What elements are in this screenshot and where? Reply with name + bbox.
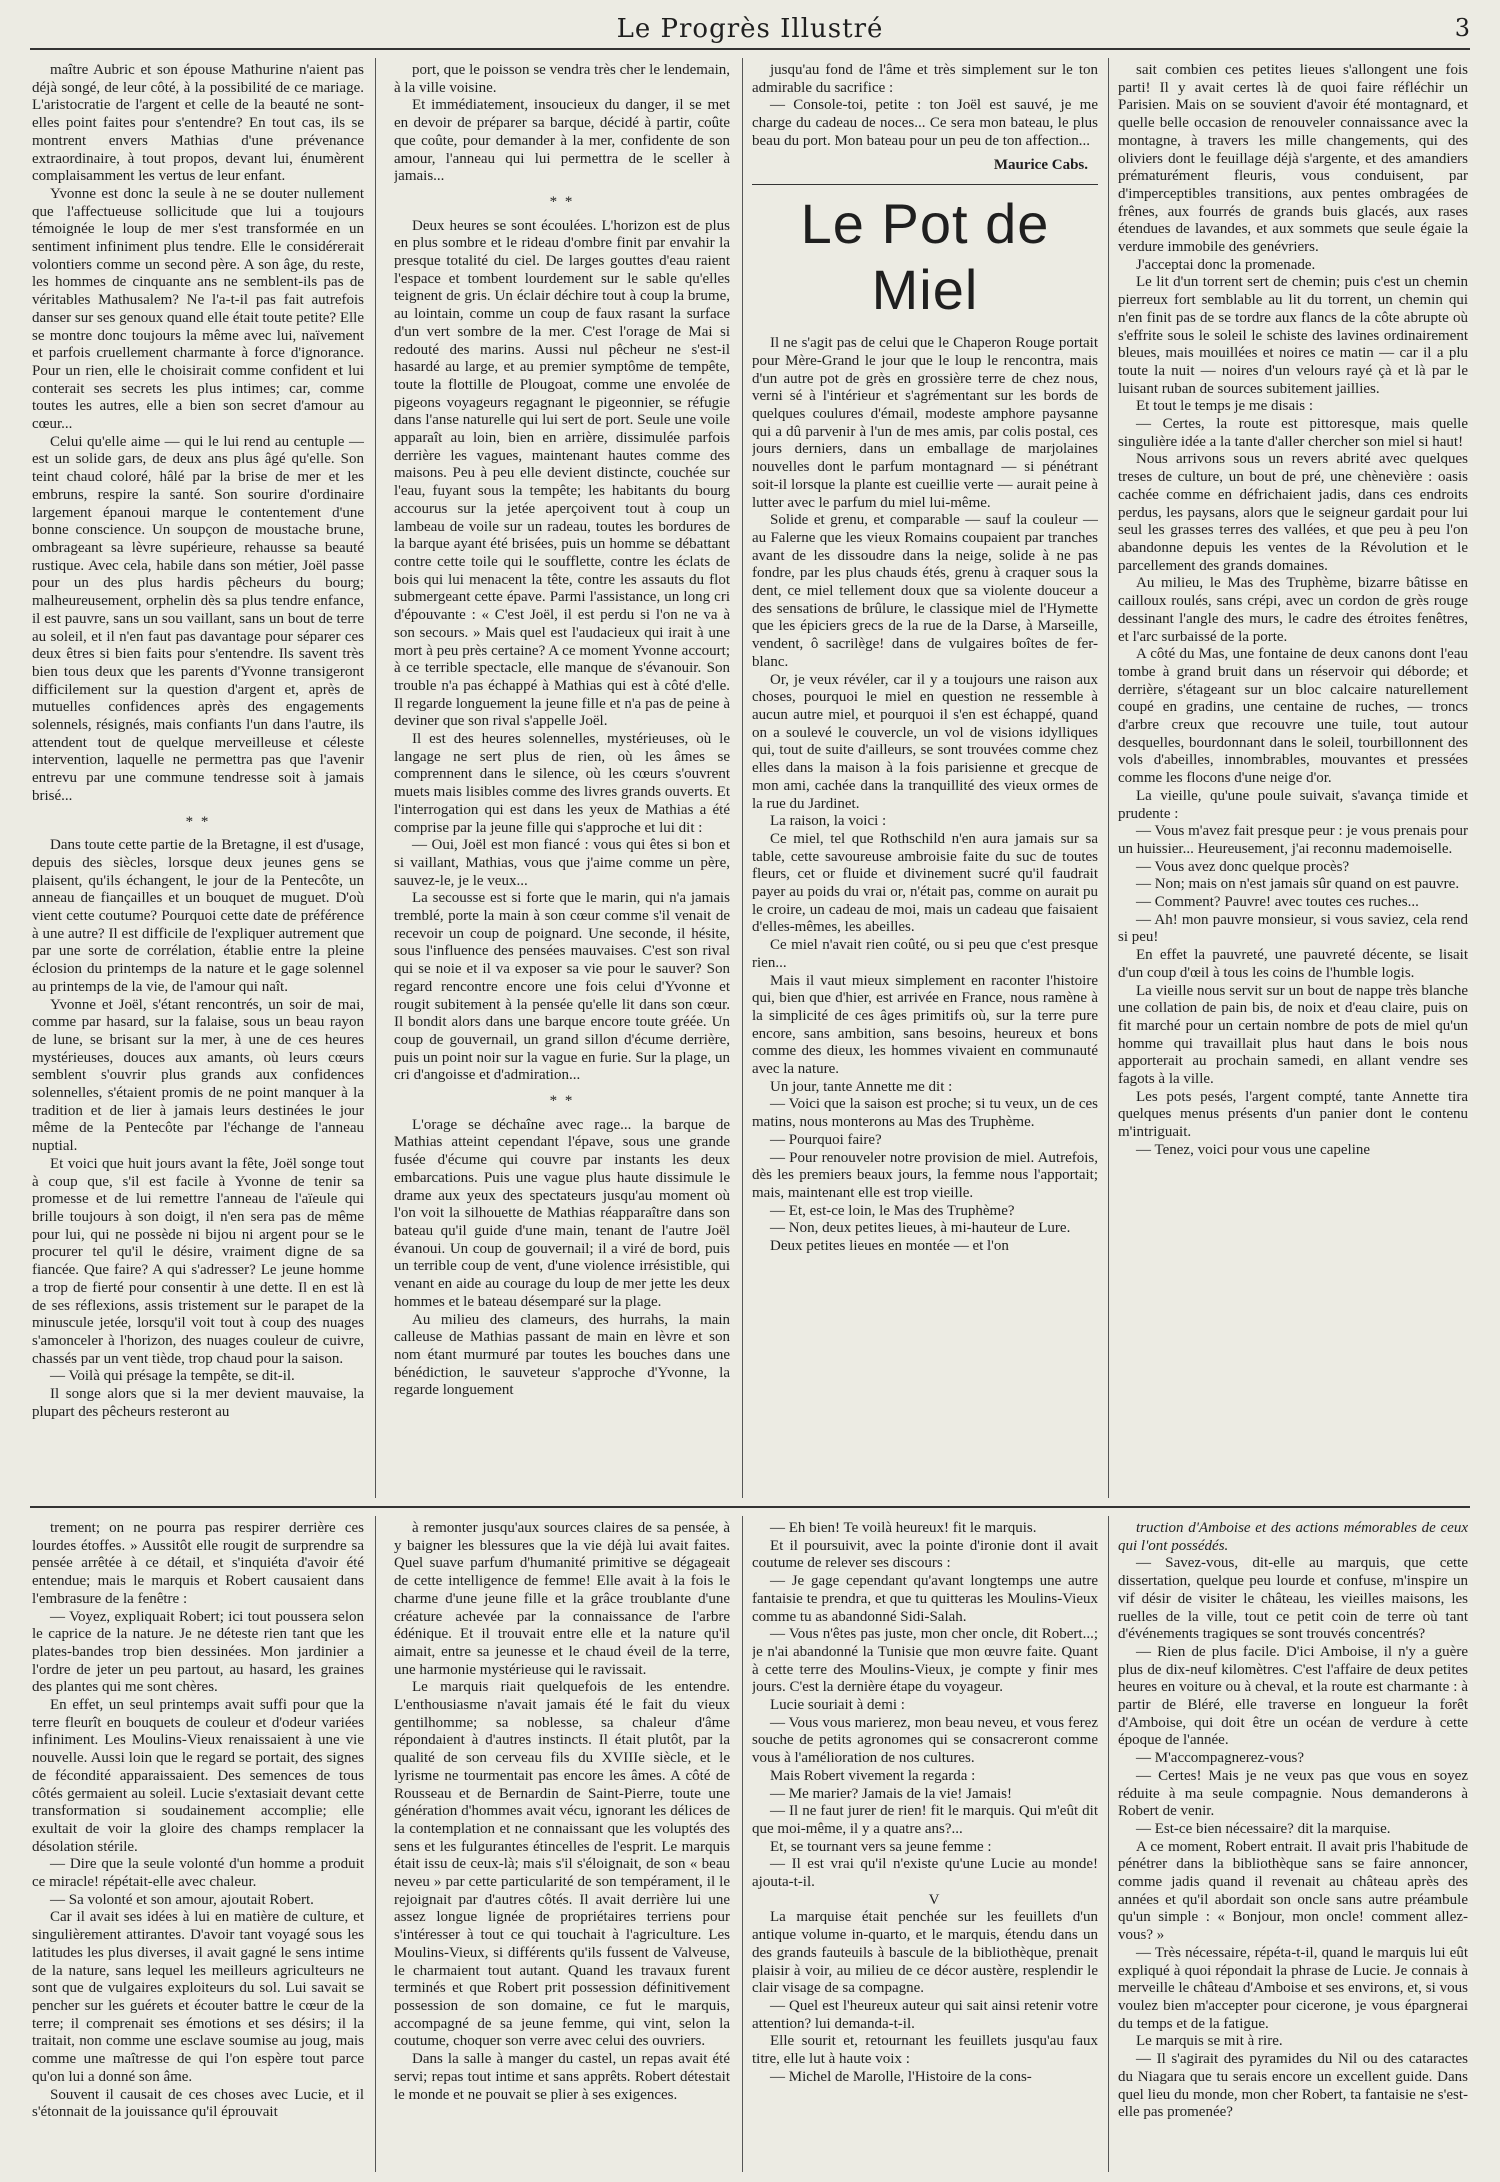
paragraph: maître Aubric et son épouse Mathurine n'aient pas déjà songé, de leur côté, à la possibilité de ce mariage. L'aristocratie de l'argent et celle de la beauté ne sont-elles point faites pour s'entendre? En tout cas, ils se montrent envers Mathias d'une prévenance extraordinaire, à tout propos, devant lui, énumèrent complaisamment les vertus de leur enfant.: [32, 62, 364, 185]
paragraph: — Pourquoi faire?: [770, 1131, 882, 1148]
top-column-3: [752, 62, 1098, 1498]
paragraph: — Vous m'avez fait presque peur : je vous prenais pour un huissier... Heureusement, j'ai reconnu mademoiselle.: [1118, 823, 1468, 857]
top-column-2: [394, 62, 730, 1498]
paragraph: Il est des heures solennelles, mystérieuses, où le langage ne sert plus de rien, où les âmes se comprennent dans le silence, où les cœurs s'ouvrent muets mais lisibles comme des livres grands ouverts. Et l'interrogation qui est dans les yeux de Mathias a été comprise par la jeune fille qui s'approche et lui dit :: [394, 731, 730, 836]
paragraph: — Oui, Joël est mon fiancé : vous qui êtes si bon et si vaillant, Mathias, vous que j'aime comme un père, sauvez-le, je le veux...: [394, 837, 730, 889]
paragraph: La raison, la voici :: [770, 813, 887, 830]
paragraph: Celui qu'elle aime — qui le lui rend au centuple — est un solide gars, de deux ans plus âgé qu'elle. Son teint chaud coloré, hâlé par la brise de mer et les embruns, respire la santé. Son sourire d'ordinaire largement épanoui marque le contentement d'une bonne conscience. Un soupçon de moustache brune, ombrageant sa lèvre supérieure, rehausse sa beauté rustique. Avec cela, habile dans son métier, Joël passe pour un des plus hardis pêcheurs du bourg; malheureusement, orphelin dès sa plus tendre enfance, il est pauvre, sans un sou vaillant, sans un bout de terre au soleil, et il n'en faut pas davantage pour séparer ces deux êtres si bien faits pour s'entendre. Ils savent très bien tous deux que les parents d'Yvonne transigeront difficilement sur la question d'argent et, après de mutuelles confidences après des engagements solennels, résignés, mais confiants l'un dans l'autre, ils attendent tout de quelque merveilleuse et céleste intervention, laquelle ne permettra pas que l'avenir entrevu par une commune tendresse soit à jamais brisé...: [32, 433, 364, 804]
paragraph: — Et, est-ce loin, le Mas des Truphème?: [770, 1202, 1015, 1219]
paragraph: sait combien ces petites lieues s'allongent une fois parti! Il y avait certes là de quoi faire réfléchir un Parisien. Mais on se souvient d'avoir été montagnard, et quelle belle occasion de renouveler connaissance avec la montagne, à travers les mille changements, qui des oliviers dont le feuillage déjà s'argente, et des amandiers prématurément fleuris, vous conduisent, par d'imperceptibles transitions, aux pentes ombragées de frênes, aux fourrés de grands buis glacés, aux rases étendues de lavandes, et aux sommets que seule égaie la verdure immobile des genévriers.: [1118, 62, 1468, 256]
paragraph: Car il avait ses idées à lui en matière de culture, et singulièrement attirantes. D'avoir tant voyagé sous les latitudes les plus diverses, il avait gagné le sens intime de la nature, sans lequel les meilleurs agriculteurs ne sont que de vulgaires exploiteurs du sol. Lui savait se pencher sur les guérets et écouter battre le cœur de la terre; il comprenait ses émotions et ses désirs; il la traitait, non comme une esclave soumise au joug, mais comme une maîtresse de qui l'on espère tout parce qu'on lui a donné son âme.: [32, 1909, 364, 2085]
paragraph: — Me marier? Jamais de la vie! Jamais!: [770, 1785, 1012, 1802]
paragraph: — Ah! mon pauvre monsieur, si vous saviez, cela rend si peu!: [1118, 911, 1468, 946]
paragraph: jusqu'au fond de l'âme et très simplement sur le ton admirable du sacrifice :: [752, 62, 1098, 96]
paragraph: Ce miel, tel que Rothschild n'en aura jamais sur sa table, cette savoureuse ambroisie faite du suc de toutes fleurs, cet or fluide et divinement sucré qu'il faudrait payer au poids du vrai or, n'était pas, comme on aurait pu le croire, un cadeau de moi, mais un cadeau que faisaient d'elles-mêmes, les abeilles.: [752, 830, 1098, 936]
bottom-column-1: [32, 1520, 364, 2172]
paragraph: — Vous avez donc quelque procès?: [1136, 858, 1350, 875]
chapter-number: V: [928, 1891, 940, 1908]
paragraph: — Sa volonté et son amour, ajoutait Robert.: [50, 1891, 314, 1908]
paragraph: Les pots pesés, l'argent compté, tante Annette tira quelques menus présents d'un panier dont le contenu m'intriguait.: [1118, 1088, 1468, 1141]
article-headline: Le Pot de Miel: [752, 184, 1098, 323]
paragraph: Dans toute cette partie de la Bretagne, il est d'usage, depuis des siècles, lorsque deux jeunes gens se plaisent, qu'ils échangent, le jour de la Pentecôte, un anneau de fiançailles et un bouquet de muguet. D'où vient cette coutume? Pourquoi cette date de préférence à une autre? Il est difficile de l'expliquer autrement que par une sorte de corrélation, établie entre la pleine éclosion du printemps de la nature et le gage solennel au printemps de la vie, de l'amour qui naît.: [32, 837, 364, 995]
bottom-column-2: [394, 1520, 730, 2172]
paragraph: Un jour, tante Annette me dit :: [770, 1078, 953, 1095]
column-rule: [375, 1516, 376, 2172]
paragraph: Le lit d'un torrent sert de chemin; puis c'est un chemin pierreux fort semblable au lit du torrent, un chemin qui n'en finit pas de se tordre aux flancs de la côte abrupte où s'effrite sous le soleil le schiste des lavines ordinairement bleues, mais mouillées et noires ce matin — car il a plu toute la nuit — noires d'un velours rayé çà et là par le luisant ruban de sources subitement jaillies.: [1118, 274, 1468, 397]
paragraph: A côté du Mas, une fontaine de deux canons dont l'eau tombe à grand bruit dans un réservoir qui déborde; et derrière, s'étageant sur un bloc calcaire naturellement coupé en gradins, une centaine de ruches, — troncs d'arbre creux que recouvre une tuile, tout autour desquelles, bourdonnant dans le soleil, tourbillonnent des vols d'abeilles, innombrables, mouvantes et pressées comme les flocons d'une neige d'or.: [1118, 646, 1468, 787]
paragraph: — Voyez, expliquait Robert; ici tout poussera selon le caprice de la nature. Je ne déteste rien tant que les plates-bandes trop bien dessinées. Mon jardinier a l'ordre de jeter un peu partout, au hasard, les graines des plantes qui me sont chères.: [32, 1608, 364, 1696]
paragraph: — Certes! Mais je ne veux pas que vous en soyez réduite à ma seule compagnie. Nous demanderons à Robert de venir.: [1118, 1767, 1468, 1820]
paragraph: Souvent il causait de ces choses avec Lucie, et il s'étonnait de la jouissance qu'il éprouvait: [32, 2086, 364, 2121]
paragraph: J'acceptai donc la promenade.: [1136, 256, 1316, 273]
paragraph: — Voici que la saison est proche; si tu veux, un de ces matins, nous monterons au Mas des Truphème.: [752, 1096, 1098, 1131]
paragraph: Dans la salle à manger du castel, un repas avait été servi; repas tout intime et sans apprêts. Robert détestait le monde et ne pouvait se plier à ses exigences.: [394, 2051, 730, 2103]
paragraph: Mais Robert vivement la regarda :: [770, 1767, 976, 1784]
section-separator: * *: [185, 813, 211, 830]
paragraph: Yvonne est donc la seule à ne se douter nullement que l'affectueuse sollicitude que lui a toujours témoignée le loup de mer s'est transformée en un sentiment infiniment plus tendre. Elle le considérerait volontiers comme un second père. A son âge, du reste, les hommes de cinquante ans ne semblent-ils pas de véritables Mathusalem? Ne l'a-t-il pas fait autrefois danser sur ses genoux quand elle était toute petite? Elle se montre donc toujours la même avec lui, naïvement et parfois cruellement charmante à force d'ignorance. Pour un rien, elle le choisirait comme confident et lui conterait ses secrets les plus intimes; car, comme toutes les autres, elle a bien son secret d'amour au cœur...: [32, 185, 364, 433]
paragraph: — Je gage cependant qu'avant longtemps une autre fantaisie te prendra, et que tu quitteras les Moulins-Vieux comme tu as abandonné Sidi-Salah.: [752, 1573, 1098, 1625]
page-number: 3: [1454, 14, 1470, 42]
paragraph: Nous arrivons sous un revers abrité avec quelques treses de culture, un bout de pré, une chènevière : oasis cachée comme en défrichaient jadis, dans ces endroits perdus, les paysans, alors que le seigneur gardait pour lui seul les grasses terres des vallées, et que peu à peu l'on abandonne depuis les ventes de la Révolution et le parcellement des grands domaines.: [1118, 451, 1468, 574]
paragraph: Et voici que huit jours avant la fête, Joël songe tout à coup que, s'il est facile à Yvonne de tenir sa promesse et de lui remettre l'anneau de l'aïeule qui brille toujours à son doigt, il n'en sera pas de même pour lui, qui ne possède ni bijou ni argent pour se le procurer tel qu'il le désire, vraiment digne de sa fiancée. Que faire? A qui s'adresser? Le jeune homme a trop de fierté pour consentir à une dette. Il en est là de ses réflexions, assis tristement sur le parapet de la minuscule jetée, lorsqu'il voit tout à coup des nuages s'amonceler à l'horizon, des nuages couleur de cuivre, chassés par un vent tiède, trop chaud pour la saison.: [32, 1155, 364, 1367]
paragraph: — Savez-vous, dit-elle au marquis, que cette dissertation, quelque peu lourde et confuse, m'inspire un vif désir de visiter le château, les vieilles maisons, les ruelles de la ville, tout ce petit coin de terre où tant d'événements tragiques se sont trouvés concentrés?: [1118, 1555, 1468, 1643]
paragraph: Ce miel n'avait rien coûté, ou si peu que c'est presque rien...: [752, 937, 1098, 971]
paragraph: truction d'Amboise et des actions mémorables de ceux qui l'ont possédés.: [1118, 1520, 1468, 1554]
paragraph: L'orage se déchaîne avec rage... la barque de Mathias atteint cependant l'épave, sous une grande fusée d'écume qui couvre par instants les deux embarcations. Puis une vague plus haute dissimule le drame aux yeux des spectateurs jusqu'au moment où l'on voit la silhouette de Mathias réapparaître dans son bateau qu'il guide d'une main, tenant de l'autre Joël évanoui. Un coup de gouvernail; il a viré de bord, puis un terrible coup de vent, d'une violence irrésistible, qui venant en aide au courage du loup de mer jette les deux hommes et le bateau désemparé sur la plage.: [394, 1116, 730, 1310]
newspaper-title: Le Progrès Illustré: [616, 14, 884, 44]
paragraph: — Eh bien! Te voilà heureux! fit le marquis.: [770, 1520, 1037, 1536]
paragraph: — Non, deux petites lieues, à mi-hauteur de Lure.: [770, 1220, 1071, 1237]
paragraph: — Dire que la seule volonté d'un homme a produit ce miracle! répétait-elle avec chaleur.: [32, 1856, 364, 1891]
paragraph: — Michel de Marolle, l'Histoire de la cons-: [770, 2068, 1032, 2085]
masthead: [30, 10, 1470, 50]
paragraph: — Vous n'êtes pas juste, mon cher oncle, dit Robert...; je n'ai abandonné la Tunisie que mon œuvre faite. Quant à cette terre des Moulins-Vieux, je compte y finir mes jours. C'est la dernière étape du voyageur.: [752, 1626, 1098, 1696]
paragraph: — Console-toi, petite : ton Joël est sauvé, je me charge du cadeau de noces... Ce sera mon bateau, le plus beau du port. Mon bateau pour un peu de ton affection...: [752, 97, 1098, 149]
paragraph: Le marquis se mit à rire.: [1136, 2033, 1283, 2050]
paragraph: Or, je veux révéler, car il y a toujours une raison aux choses, pourquoi le miel en question ne ressemble à aucun autre miel, et pourquoi il s'en est échappé, quand on a soulevé le couvercle, un vol de visions idylliques qui, tout de suite d'ailleurs, se sont trouvées comme chez elles dans la maison à la fois parisienne et grecque de mon ami, cachée dans la tranquillité des vieux ormes de la rue du Jardinet.: [752, 671, 1098, 812]
column-rule: [742, 58, 743, 1498]
paragraph: Et immédiatement, insoucieux du danger, il se met en devoir de préparer sa barque, décidé à partir, coûte que coûte, pour demander à la mer, confidente de son amour, l'anneau qui lui permettra de le sceller à jamais...: [394, 97, 730, 185]
paragraph: — Rien de plus facile. D'ici Amboise, il n'y a guère plus de dix-neuf kilomètres. C'est l'affaire de deux petites heures en voiture ou à cheval, et la route est charmante : à partir de Bléré, elle traverse en longueur la forêt d'Amboise, qui doit être un océan de verdure à cette époque de l'année.: [1118, 1643, 1468, 1749]
section-separator: * *: [549, 193, 575, 210]
paragraph: Et il poursuivit, avec la pointe d'ironie dont il avait coutume de relever ses discours :: [752, 1537, 1098, 1572]
paragraph: Elle sourit et, retournant les feuillets jusqu'au faux titre, elle lut à haute voix :: [752, 2033, 1098, 2068]
paragraph: — Il ne faut jurer de rien! fit le marquis. Qui m'eût dit que moi-même, il y a quatre ans?...: [752, 1803, 1098, 1837]
paragraph: — Quel est l'heureux auteur qui sait ainsi retenir votre attention? lui demanda-t-il.: [752, 1997, 1098, 2032]
paragraph: trement; on ne pourra pas respirer derrière ces lourdes étoffes. » Aussitôt elle rougit de surprendre sa pensée arrêtée à ce détail, et s'inquiéta d'avoir été entendue; mais le marquis et Robert causaient dans l'embrasure de la fenêtre :: [32, 1520, 364, 1607]
paragraph: — Certes, la route est pittoresque, mais quelle singulière idée a la tante d'aller chercher son miel si haut!: [1118, 416, 1468, 450]
bottom-column-4: [1118, 1520, 1468, 2172]
paragraph: Yvonne et Joël, s'étant rencontrés, un soir de mai, comme par hasard, sur la falaise, sous un beau rayon de lune, se brisant sur la mer, à une de ces heures mystérieuses, douces aux amants, où leurs cœurs semblent s'ouvrir plus grands aux confidences solennelles, s'étaient promis de ne point manquer à la tradition et de lier à jamais leurs destinées le jour même de la Pentecôte par l'échange de l'anneau nuptial.: [32, 996, 364, 1155]
bottom-column-3: [752, 1520, 1098, 2172]
paragraph: En effet, un seul printemps avait suffi pour que la terre fleurît en bouquets de couleur et d'odeur variées infiniment. Les Moulins-Vieux renaissaient à une vie nouvelle. Aussi loin que le regard se portait, des signes de fécondité apparaissaient. Des semences de tous côtés germaient au soleil. Lucie s'extasiait devant cette transformation si soudainement accomplie; elle exultait de voir la gloire des champs remplacer la désolation stérile.: [32, 1697, 364, 1855]
column-rule: [1108, 1516, 1109, 2172]
top-column-1: [32, 62, 364, 1498]
paragraph: Il ne s'agit pas de celui que le Chaperon Rouge portait pour Mère-Grand le jour que le loup le rencontra, mais d'un autre pot de grès en grossière terre de chez nous, verni sé à l'intérieur et s'agrémentant sur les bords de quelques coulures d'émail, modeste amphore paysanne qui a dû parvenir à l'un de mes amis, par colis postal, ces jours derniers, dans un emballage de marjolaines nouvelles dont le parfum montagnard — si pénétrant soit-il lorsque la plante est cueillie verte — aurait peine à lutter avec le parfum du miel lui-même.: [752, 335, 1098, 511]
paragraph: — Il s'agirait des pyramides du Nil ou des cataractes du Niagara que tu serais encore un excellent guide. Dans quel lieu du monde, mon cher Robert, ta fantaisie ne s'est-elle pas promenée?: [1118, 2051, 1468, 2121]
paragraph: Lucie souriait à demi :: [770, 1697, 905, 1714]
paragraph: — M'accompagnerez-vous?: [1136, 1750, 1305, 1767]
paragraph: Et tout le temps je me disais :: [1136, 398, 1314, 415]
paragraph: port, que le poisson se vendra très cher le lendemain, à la ville voisine.: [394, 62, 730, 96]
paragraph: Deux heures se sont écoulées. L'horizon est de plus en plus sombre et le rideau d'ombre finit par envahir la presque totalité du ciel. De larges gouttes d'eau raient l'espace et tombent lourdement sur le sable qu'elles teignent de gris. Un éclair déchire tout à coup la brume, au lointain, comme un coup de faux rasant la surface d'un vert sombre de la mer. C'est l'orage de Mai si redouté des marins. Aussi nul pêcheur ne s'est-il hasardé au large, et au premier symptôme de tempête, toute la flottille de Plougoat, comme une envolée de pigeons voyageurs regagnant le pigeonnier, se réfugie dans l'anse naturelle qui lui sert de port. Seule une voile apparaît au loin, bien en arrière, dissimulée parfois derrière les vagues, maintenant hautes comme des maisons. Peu à peu elle devient distincte, couchée sur l'eau, fuyant sous la tempête; les habitants du bourg accourus sur la jetée aperçoivent tout à coup un lambeau de voile sur un radeau, toutes les bordures de la barque ayant été brisées, puis un homme se débattant contre cette toile qui le soufflette, contre les éclats de bois qui lui menacent la tête, contre les assauts du flot submergeant cette épave. Parmi l'assistance, un long cri d'épouvante : « C'est Joël, il est perdu si l'on ne va à son secours. » Mais quel est l'audacieux qui irait à une mort à peu près certaine? A ce moment Yvonne accourt; à ce terrible spectacle, elle manque de s'évanouir. Son trouble n'a pas échappé à Mathias qui est à côté d'elle. Il regarde longuement la jeune fille et n'a pas de peine à deviner que son rival s'appelle Joël.: [394, 217, 730, 730]
column-rule: [742, 1516, 743, 2172]
section-separator: * *: [549, 1093, 575, 1110]
paragraph: Il songe alors que si la mer devient mauvaise, la plupart des pêcheurs resteront au: [32, 1386, 364, 1420]
paragraph: La vieille nous servit sur un bout de nappe très blanche une collation de pain bis, de noix et d'eau claire, puis on fit marché pour un certain nombre de pots de miel qu'un homme qui travaillait plus haut dans le bois nous apporterait au prochain samedi, en allant vendre ses fagots à la ville.: [1118, 982, 1468, 1088]
paragraph: — Très nécessaire, répéta-t-il, quand le marquis lui eût expliqué à quoi répondait la phrase de Lucie. Je connais à merveille le château d'Amboise et ses environs, et, si vous voulez bien m'accepter pour cicerone, je vous épargnerai du temps et de la fatigue.: [1118, 1944, 1468, 2032]
paragraph: La marquise était penchée sur les feuillets d'un antique volume in-quarto, et le marquis, étendu dans un des grands fauteuils à bascule de la bibliothèque, prenait plaisir à voir, au milieu de ce décor austère, resplendir le clair visage de sa compagne.: [752, 1909, 1098, 1997]
paragraph: — Pour renouveler notre provision de miel. Autrefois, dès les premiers beaux jours, la femme nous l'apportait; mais, maintenant elle est trop vieille.: [752, 1149, 1098, 1201]
paragraph: à remonter jusqu'aux sources claires de sa pensée, à y baigner les blessures que la vie déjà lui avait faites. Quel suave parfum d'humanité primitive se dégageait de cette intelligence de femme! Elle avait à la fois le charme d'une jeune fille et la grâce troublante d'une créature achevée par la connaissance de l'arbre édénique. Et il trouvait entre elle et la nature qu'il aimait, entre sa jeunesse et le chaud éveil de la terre, une harmonie mystérieuse qui le ravissait.: [394, 1520, 730, 1678]
paragraph: A ce moment, Robert entrait. Il avait pris l'habitude de pénétrer dans la bibliothèque sans se faire annoncer, comme jadis quand il revenait au château après des années et qu'il abordait son oncle sans autre préambule qu'un simple : « Bonjour, mon oncle! comment allez-vous? »: [1118, 1838, 1468, 1944]
section-divider: [30, 1506, 1470, 1508]
paragraph: — Vous vous marierez, mon beau neveu, et vous ferez souche de petits agronomes qui se consacreront comme vous à l'amélioration de nos cultures.: [752, 1714, 1098, 1767]
paragraph: Solide et grenu, et comparable — sauf la couleur — au Falerne que les vieux Romains coupaient par tranches avant de les dissoudre dans la neige, solide à ne pas fondre, par les plus chauds étés, grenu à craquer sous la dent, ce miel tellement doux que sa violente douceur a des sensations de brûlure, le classique miel de l'Hymette que les épiciers grecs de la rue de la Darse, à Marseille, vendent, ô sacrilège! dans de vulgaires boîtes de fer-blanc.: [752, 512, 1098, 670]
paragraph: La secousse est si forte que le marin, qui n'a jamais tremblé, porte la main à son cœur comme s'il venait de recevoir un coup de poignard. Une seconde, il hésite, sous l'influence des pensées mauvaises. C'est son rival qui se noie et il va exposer sa vie pour le sauver? Son regard rencontre encore une fois celui d'Yvonne et rougit subitement à la pensée qu'elle lit dans son cœur. Il bondit alors dans une barque encore toute gréée. Un coup de gouvernail, un grand sillon d'écume derrière, puis un point noir sur la vague en furie. Sur la plage, un cri d'angoisse et d'admiration...: [394, 890, 730, 1084]
paragraph: — Tenez, voici pour vous une capeline: [1136, 1141, 1371, 1158]
author-signature: Maurice Cabs.: [993, 156, 1088, 173]
paragraph: La vieille, qu'une poule suivait, s'avança timide et prudente :: [1118, 787, 1468, 822]
paragraph: — Il est vrai qu'il n'existe qu'une Lucie au monde! ajouta-t-il.: [752, 1856, 1098, 1891]
column-rule: [1108, 58, 1109, 1498]
paragraph: Le marquis riait quelquefois de les entendre. L'enthousiasme n'avait jamais été le fait du vieux gentilhomme; sa noblesse, sa chaleur d'âme répondaient à d'autres instincts. Il était plutôt, par la qualité de son cerveau fils du XVIIIe siècle, et le lyrisme ne tourmentait pas encore les âmes. A côté de Rousseau et de Bernardin de Saint-Pierre, toute une génération d'hommes avait vécu, ignorant les délices de la contemplation et ne connaissant que les voluptés des sens et les fulgurantes étincelles de l'esprit. Le marquis était issu de ceux-là; mais s'il s'éloignait, de son « beau neveu » par cette particularité de son tempérament, il le rejoignait par d'autres côtés. Il avait derrière lui une assez longue lignée de propriétaires terriens pour s'intéresser à tout ce qui touchait à l'agriculture. Les Moulins-Vieux, si différents qu'ils fussent de Valveuse, le charmaient tout autant. Quand les travaux furent terminés et que Robert prit possession définitivement possession de son domaine, ce fut le marquis, accompagné de sa jeune femme, qui vint, selon la coutume, choquer son verre avec celui des ouvriers.: [394, 1679, 730, 2050]
paragraph: Deux petites lieues en montée — et l'on: [770, 1238, 1009, 1255]
column-rule: [375, 58, 376, 1498]
paragraph: — Comment? Pauvre! avec toutes ces ruches...: [1136, 894, 1419, 911]
paragraph: Au milieu des clameurs, des hurrahs, la main calleuse de Mathias passant de main en lèvre et son nom étant murmuré par toutes les bouches dans une bénédiction, le sauveteur s'approche d'Yvonne, la regarde longuement: [394, 1311, 730, 1399]
paragraph: — Non; mais on n'est jamais sûr quand on est pauvre.: [1136, 876, 1460, 893]
paragraph: Au milieu, le Mas des Truphème, bizarre bâtisse en cailloux roulés, sans crépi, avec un cordon de grès rouge dessinant l'angle des murs, le cadre des étroites fenêtres, et l'arc surbaissé de la porte.: [1118, 575, 1468, 645]
paragraph: En effet la pauvreté, une pauvreté décente, se lisait d'un coup d'œil à tous les coins de l'humble logis.: [1118, 947, 1468, 981]
paragraph: — Voilà qui présage la tempête, se dit-il.: [50, 1368, 295, 1385]
top-column-4: [1118, 62, 1468, 1498]
paragraph: — Est-ce bien nécessaire? dit la marquise.: [1136, 1820, 1391, 1837]
paragraph: Mais il vaut mieux simplement en raconter l'histoire qui, bien que d'hier, est arrivée en France, nous ramène à la simplicité de ces âges primitifs où, sur la terre pure encore, sans ambition, sans besoins, heureux et bons comme des dieux, les hommes vivaient en communauté avec la nature.: [752, 972, 1098, 1078]
paragraph: Et, se tournant vers sa jeune femme :: [770, 1838, 992, 1855]
